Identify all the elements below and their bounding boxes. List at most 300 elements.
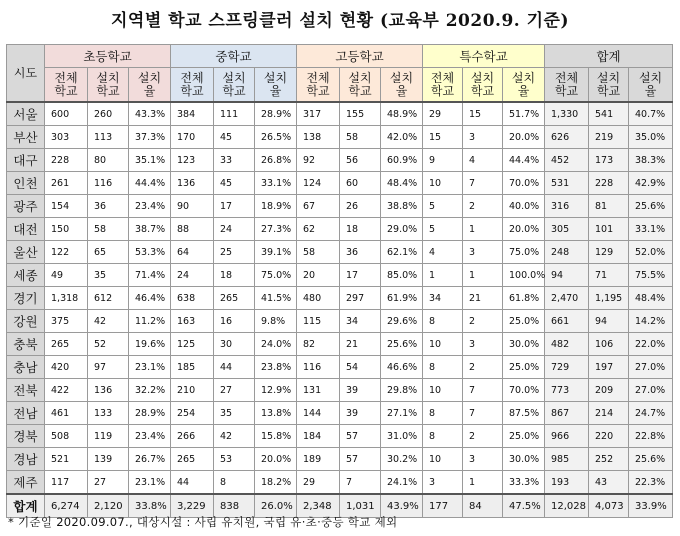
- table-cell: 228: [45, 149, 88, 172]
- table-cell: 33.1%: [629, 218, 673, 241]
- table-cell: 7: [463, 172, 503, 195]
- subheader-install-rate: 설치 율: [255, 68, 297, 103]
- table-row: [7, 241, 673, 264]
- subheader-total-schools: 전체 학교: [45, 68, 88, 103]
- sprinkler-status-table: [6, 44, 673, 518]
- table-cell: 144: [297, 402, 340, 425]
- table-cell: 1: [463, 218, 503, 241]
- table-cell: 38.8%: [381, 195, 423, 218]
- table-cell: 39: [340, 379, 381, 402]
- table-row: [7, 149, 673, 172]
- table-cell: 541: [589, 102, 629, 126]
- table-cell: 58: [88, 218, 129, 241]
- table-cell: 58: [340, 126, 381, 149]
- table-cell: 97: [88, 356, 129, 379]
- table-cell: 84: [463, 494, 503, 518]
- table-cell: 43: [589, 471, 629, 495]
- table-cell: 193: [545, 471, 589, 495]
- table-cell: 44: [214, 356, 255, 379]
- table-cell: 260: [88, 102, 129, 126]
- table-cell: 252: [589, 448, 629, 471]
- table-cell: 52: [88, 333, 129, 356]
- table-cell: 867: [545, 402, 589, 425]
- table-cell: 20.0%: [503, 218, 545, 241]
- table-cell: 64: [171, 241, 214, 264]
- table-cell: 30.0%: [503, 333, 545, 356]
- table-cell: 210: [171, 379, 214, 402]
- region-cell: 광주: [7, 195, 45, 218]
- table-cell: 24: [214, 218, 255, 241]
- table-row: [7, 356, 673, 379]
- table-cell: 26.0%: [255, 494, 297, 518]
- region-cell: 강원: [7, 310, 45, 333]
- region-cell: 대전: [7, 218, 45, 241]
- subheader-row: [7, 68, 673, 103]
- table-cell: 65: [88, 241, 129, 264]
- table-cell: 46.6%: [381, 356, 423, 379]
- table-cell: 23.1%: [129, 356, 171, 379]
- table-cell: 129: [589, 241, 629, 264]
- subheader-install-rate: 설치 율: [503, 68, 545, 103]
- table-cell: 27: [214, 379, 255, 402]
- table-body: [7, 102, 673, 518]
- table-cell: 248: [545, 241, 589, 264]
- table-cell: 10: [423, 448, 463, 471]
- table-row: [7, 172, 673, 195]
- table-cell: 75.0%: [503, 241, 545, 264]
- table-cell: 461: [45, 402, 88, 425]
- table-cell: 48.4%: [629, 287, 673, 310]
- table-cell: 384: [171, 102, 214, 126]
- table-cell: 482: [545, 333, 589, 356]
- table-cell: 33.3%: [503, 471, 545, 495]
- table-row: [7, 102, 673, 126]
- table-cell: 177: [423, 494, 463, 518]
- table-cell: 12.9%: [255, 379, 297, 402]
- table-cell: 303: [45, 126, 88, 149]
- table-cell: 22.0%: [629, 333, 673, 356]
- table-cell: 75.5%: [629, 264, 673, 287]
- table-cell: 265: [171, 448, 214, 471]
- table-cell: 4,073: [589, 494, 629, 518]
- table-cell: 27: [88, 471, 129, 495]
- table-cell: 80: [88, 149, 129, 172]
- table-cell: 20.0%: [255, 448, 297, 471]
- subheader-total-schools: 전체 학교: [171, 68, 214, 103]
- table-cell: 375: [45, 310, 88, 333]
- table-row: [7, 425, 673, 448]
- table-cell: 39.1%: [255, 241, 297, 264]
- table-cell: 8: [423, 402, 463, 425]
- region-cell: 전북: [7, 379, 45, 402]
- region-cell: 울산: [7, 241, 45, 264]
- table-cell: 305: [545, 218, 589, 241]
- table-cell: 111: [214, 102, 255, 126]
- table-cell: 133: [88, 402, 129, 425]
- table-cell: 184: [297, 425, 340, 448]
- region-cell: 서울: [7, 102, 45, 126]
- table-cell: 508: [45, 425, 88, 448]
- subheader-total-schools: 전체 학교: [423, 68, 463, 103]
- table-cell: 29.0%: [381, 218, 423, 241]
- table-cell: 3: [463, 241, 503, 264]
- table-cell: 136: [171, 172, 214, 195]
- table-cell: 60.9%: [381, 149, 423, 172]
- table-cell: 116: [88, 172, 129, 195]
- region-header: 시도: [7, 45, 45, 103]
- table-cell: 261: [45, 172, 88, 195]
- table-cell: 40.7%: [629, 102, 673, 126]
- region-cell: 제주: [7, 471, 45, 495]
- table-cell: 4: [423, 241, 463, 264]
- table-cell: 62.1%: [381, 241, 423, 264]
- table-cell: 43.3%: [129, 102, 171, 126]
- table-cell: 2,470: [545, 287, 589, 310]
- group-total: 합계: [545, 45, 673, 68]
- table-cell: 150: [45, 218, 88, 241]
- table-cell: 37.3%: [129, 126, 171, 149]
- table-cell: 170: [171, 126, 214, 149]
- table-cell: 214: [589, 402, 629, 425]
- table-cell: 6,274: [45, 494, 88, 518]
- region-cell: 합계: [7, 494, 45, 518]
- subheader-total-schools: 전체 학교: [545, 68, 589, 103]
- table-cell: 54: [340, 356, 381, 379]
- table-cell: 67: [297, 195, 340, 218]
- table-row: [7, 471, 673, 495]
- table-cell: 33.8%: [129, 494, 171, 518]
- table-cell: 254: [171, 402, 214, 425]
- table-cell: 2: [463, 195, 503, 218]
- table-cell: 11.2%: [129, 310, 171, 333]
- table-cell: 136: [88, 379, 129, 402]
- table-cell: 33.1%: [255, 172, 297, 195]
- table-cell: 26.8%: [255, 149, 297, 172]
- table-cell: 46.4%: [129, 287, 171, 310]
- table-cell: 1,330: [545, 102, 589, 126]
- table-cell: 25.6%: [381, 333, 423, 356]
- table-cell: 22.3%: [629, 471, 673, 495]
- page-title: 지역별 학교 스프링클러 설치 현황 (교육부 2020.9. 기준): [110, 11, 569, 31]
- table-cell: 61.8%: [503, 287, 545, 310]
- table-cell: 21: [340, 333, 381, 356]
- table-cell: 57: [340, 425, 381, 448]
- table-cell: 71.4%: [129, 264, 171, 287]
- table-cell: 61.9%: [381, 287, 423, 310]
- table-cell: 81: [589, 195, 629, 218]
- table-cell: 43.9%: [381, 494, 423, 518]
- table-cell: 18.2%: [255, 471, 297, 495]
- region-cell: 세종: [7, 264, 45, 287]
- table-cell: 38.3%: [629, 149, 673, 172]
- table-cell: 228: [589, 172, 629, 195]
- table-row: [7, 310, 673, 333]
- table-cell: 117: [45, 471, 88, 495]
- table-cell: 7: [463, 402, 503, 425]
- table-cell: 39: [340, 402, 381, 425]
- table-cell: 53.3%: [129, 241, 171, 264]
- table-cell: 173: [589, 149, 629, 172]
- table-row: [7, 195, 673, 218]
- table-cell: 38.7%: [129, 218, 171, 241]
- table-row: [7, 333, 673, 356]
- table-cell: 966: [545, 425, 589, 448]
- table-cell: 480: [297, 287, 340, 310]
- table-cell: 2: [463, 356, 503, 379]
- table-cell: 71: [589, 264, 629, 287]
- table-cell: 20: [297, 264, 340, 287]
- table-cell: 16: [214, 310, 255, 333]
- table-cell: 5: [423, 195, 463, 218]
- table-cell: 49: [45, 264, 88, 287]
- group-middle: 중학교: [171, 45, 297, 68]
- table-cell: 15.8%: [255, 425, 297, 448]
- table-cell: 10: [423, 379, 463, 402]
- table-cell: 24.0%: [255, 333, 297, 356]
- table-cell: 48.4%: [381, 172, 423, 195]
- table-cell: 106: [589, 333, 629, 356]
- table-cell: 24.1%: [381, 471, 423, 495]
- table-cell: 35.1%: [129, 149, 171, 172]
- table-cell: 101: [589, 218, 629, 241]
- table-cell: 3: [463, 333, 503, 356]
- table-cell: 31.0%: [381, 425, 423, 448]
- table-cell: 2,348: [297, 494, 340, 518]
- table-cell: 94: [589, 310, 629, 333]
- table-cell: 7: [340, 471, 381, 495]
- table-cell: 729: [545, 356, 589, 379]
- table-cell: 36: [88, 195, 129, 218]
- table-cell: 23.8%: [255, 356, 297, 379]
- table-cell: 122: [45, 241, 88, 264]
- table-cell: 23.4%: [129, 425, 171, 448]
- table-cell: 420: [45, 356, 88, 379]
- table-cell: 13.8%: [255, 402, 297, 425]
- subheader-total-schools: 전체 학교: [297, 68, 340, 103]
- table-cell: 521: [45, 448, 88, 471]
- table-cell: 115: [297, 310, 340, 333]
- subheader-installed-schools: 설치 학교: [340, 68, 381, 103]
- table-cell: 25: [214, 241, 255, 264]
- table-row: [7, 402, 673, 425]
- table-cell: 8: [214, 471, 255, 495]
- table-cell: 36: [340, 241, 381, 264]
- table-cell: 18: [214, 264, 255, 287]
- table-cell: 3: [463, 448, 503, 471]
- table-cell: 197: [589, 356, 629, 379]
- table-cell: 27.1%: [381, 402, 423, 425]
- table-cell: 124: [297, 172, 340, 195]
- region-cell: 부산: [7, 126, 45, 149]
- table-cell: 9.8%: [255, 310, 297, 333]
- table-cell: 42.9%: [629, 172, 673, 195]
- table-cell: 25.6%: [629, 448, 673, 471]
- table-cell: 30.2%: [381, 448, 423, 471]
- table-cell: 7: [463, 379, 503, 402]
- table-cell: 265: [214, 287, 255, 310]
- region-cell: 인천: [7, 172, 45, 195]
- table-cell: 82: [297, 333, 340, 356]
- table-cell: 44.4%: [503, 149, 545, 172]
- table-cell: 24: [171, 264, 214, 287]
- table-cell: 138: [297, 126, 340, 149]
- table-cell: 56: [340, 149, 381, 172]
- table-cell: 88: [171, 218, 214, 241]
- table-cell: 265: [45, 333, 88, 356]
- table-cell: 9: [423, 149, 463, 172]
- table-cell: 30: [214, 333, 255, 356]
- table-cell: 219: [589, 126, 629, 149]
- table-cell: 34: [340, 310, 381, 333]
- table-cell: 1: [463, 264, 503, 287]
- table-cell: 14.2%: [629, 310, 673, 333]
- table-cell: 53: [214, 448, 255, 471]
- table-cell: 52.0%: [629, 241, 673, 264]
- table-cell: 90: [171, 195, 214, 218]
- table-cell: 155: [340, 102, 381, 126]
- table-cell: 626: [545, 126, 589, 149]
- subheader-installed-schools: 설치 학교: [214, 68, 255, 103]
- table-cell: 25.0%: [503, 425, 545, 448]
- table-cell: 23.1%: [129, 471, 171, 495]
- table-cell: 163: [171, 310, 214, 333]
- table-cell: 25.0%: [503, 356, 545, 379]
- table-cell: 600: [45, 102, 88, 126]
- table-cell: 3: [423, 471, 463, 495]
- table-cell: 661: [545, 310, 589, 333]
- table-cell: 94: [545, 264, 589, 287]
- table-cell: 1,318: [45, 287, 88, 310]
- table-cell: 29.8%: [381, 379, 423, 402]
- table-cell: 21: [463, 287, 503, 310]
- table-cell: 297: [340, 287, 381, 310]
- table-cell: 8: [423, 425, 463, 448]
- table-cell: 17: [340, 264, 381, 287]
- region-cell: 충북: [7, 333, 45, 356]
- table-cell: 26.5%: [255, 126, 297, 149]
- table-cell: 154: [45, 195, 88, 218]
- table-row: [7, 126, 673, 149]
- region-cell: 경북: [7, 425, 45, 448]
- table-cell: 87.5%: [503, 402, 545, 425]
- table-cell: 266: [171, 425, 214, 448]
- table-cell: 44.4%: [129, 172, 171, 195]
- table-cell: 48.9%: [381, 102, 423, 126]
- table-cell: 30.0%: [503, 448, 545, 471]
- table-cell: 131: [297, 379, 340, 402]
- table-cell: 27.0%: [629, 356, 673, 379]
- table-cell: 838: [214, 494, 255, 518]
- table-cell: 35.0%: [629, 126, 673, 149]
- table-cell: 1,195: [589, 287, 629, 310]
- table-cell: 33.9%: [629, 494, 673, 518]
- table-cell: 2: [463, 425, 503, 448]
- table-cell: 62: [297, 218, 340, 241]
- region-cell: 충남: [7, 356, 45, 379]
- table-cell: 26.7%: [129, 448, 171, 471]
- table-row: [7, 218, 673, 241]
- table-cell: 4: [463, 149, 503, 172]
- region-cell: 대구: [7, 149, 45, 172]
- table-cell: 10: [423, 333, 463, 356]
- table-cell: 70.0%: [503, 379, 545, 402]
- table-cell: 29.6%: [381, 310, 423, 333]
- table-cell: 47.5%: [503, 494, 545, 518]
- table-cell: 25.0%: [503, 310, 545, 333]
- table-cell: 317: [297, 102, 340, 126]
- table-cell: 638: [171, 287, 214, 310]
- table-cell: 35: [214, 402, 255, 425]
- table-cell: 34: [423, 287, 463, 310]
- table-cell: 45: [214, 126, 255, 149]
- table-cell: 3,229: [171, 494, 214, 518]
- table-cell: 20.0%: [503, 126, 545, 149]
- table-cell: 18: [340, 218, 381, 241]
- subheader-install-rate: 설치 율: [629, 68, 673, 103]
- region-cell: 전남: [7, 402, 45, 425]
- table-cell: 2: [463, 310, 503, 333]
- table-cell: 24.7%: [629, 402, 673, 425]
- table-cell: 5: [423, 218, 463, 241]
- subheader-installed-schools: 설치 학교: [463, 68, 503, 103]
- table-cell: 125: [171, 333, 214, 356]
- table-cell: 1: [423, 264, 463, 287]
- group-high: 고등학교: [297, 45, 423, 68]
- table-cell: 17: [214, 195, 255, 218]
- table-cell: 18.9%: [255, 195, 297, 218]
- table-cell: 28.9%: [255, 102, 297, 126]
- table-cell: 32.2%: [129, 379, 171, 402]
- table-cell: 44: [171, 471, 214, 495]
- table-cell: 41.5%: [255, 287, 297, 310]
- table-cell: 42: [88, 310, 129, 333]
- table-cell: 33: [214, 149, 255, 172]
- table-cell: 19.6%: [129, 333, 171, 356]
- table-row: [7, 379, 673, 402]
- table-cell: 27.0%: [629, 379, 673, 402]
- table-cell: 51.7%: [503, 102, 545, 126]
- table-cell: 123: [171, 149, 214, 172]
- table-cell: 58: [297, 241, 340, 264]
- table-cell: 531: [545, 172, 589, 195]
- region-cell: 경기: [7, 287, 45, 310]
- group-special: 특수학교: [423, 45, 545, 68]
- table-cell: 8: [423, 356, 463, 379]
- table-cell: 27.3%: [255, 218, 297, 241]
- table-cell: 2,120: [88, 494, 129, 518]
- table-cell: 26: [340, 195, 381, 218]
- subheader-install-rate: 설치 율: [381, 68, 423, 103]
- table-cell: 119: [88, 425, 129, 448]
- table-cell: 42: [214, 425, 255, 448]
- table-cell: 28.9%: [129, 402, 171, 425]
- table-cell: 85.0%: [381, 264, 423, 287]
- table-cell: 10: [423, 172, 463, 195]
- table-cell: 139: [88, 448, 129, 471]
- table-cell: 452: [545, 149, 589, 172]
- table-cell: 40.0%: [503, 195, 545, 218]
- table-row: [7, 448, 673, 471]
- table-cell: 29: [423, 102, 463, 126]
- table-cell: 23.4%: [129, 195, 171, 218]
- table-cell: 92: [297, 149, 340, 172]
- table-cell: 12,028: [545, 494, 589, 518]
- group-elementary: 초등학교: [45, 45, 171, 68]
- table-cell: 113: [88, 126, 129, 149]
- table-cell: 8: [423, 310, 463, 333]
- subheader-installed-schools: 설치 학교: [589, 68, 629, 103]
- table-row: [7, 264, 673, 287]
